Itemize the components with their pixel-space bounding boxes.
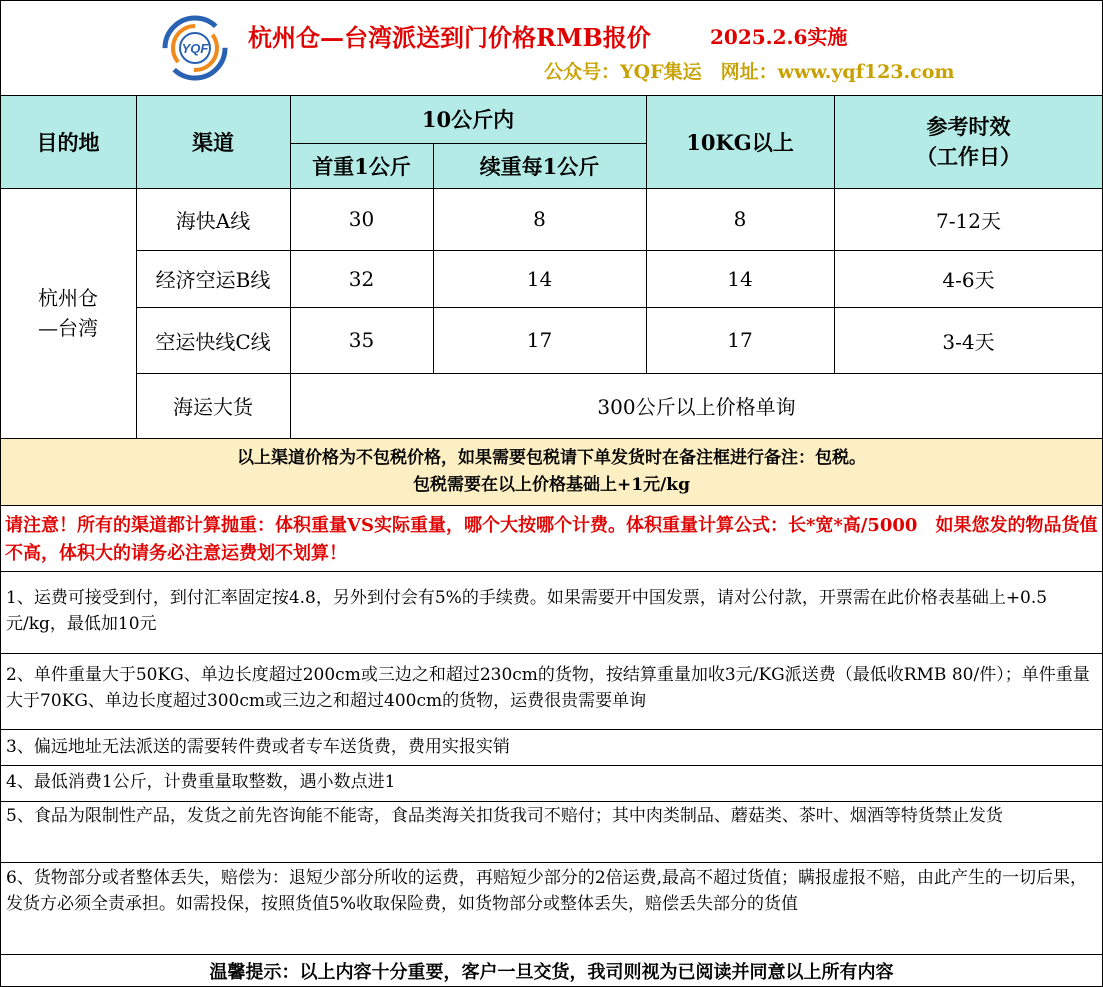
yqf-logo xyxy=(160,13,230,83)
grid-line xyxy=(0,505,1103,506)
grid-line xyxy=(0,729,1103,730)
grid-line xyxy=(0,653,1103,654)
sea-freight-channel: 海运大货 xyxy=(173,395,253,419)
row-c-eta: 3-4天 xyxy=(942,329,995,354)
grid-line xyxy=(0,95,1103,96)
grid-line xyxy=(0,0,1,987)
row-b-additional: 14 xyxy=(526,266,553,291)
note-item: 3、偏远地址无法派送的需要转件费或者专车送货费，费用实报实销 xyxy=(6,737,510,757)
footer-reminder: 温馨提示：以上内容十分重要，客户一旦交货，我司则视为已阅读并同意以上所有内容 xyxy=(209,961,894,983)
col-destination: 目的地 xyxy=(36,129,100,155)
grid-line xyxy=(136,373,1103,374)
col-over-10kg: 10KG以上 xyxy=(686,129,794,155)
row-b-over10: 14 xyxy=(727,266,753,291)
grid-line xyxy=(0,188,1103,189)
col-additional-kg: 续重每1公斤 xyxy=(479,153,600,179)
tax-note xyxy=(0,438,1103,505)
note-item: 4、最低消费1公斤，计费重量取整数，遇小数点进1 xyxy=(6,772,396,792)
col-eta-line2: （工作日） xyxy=(916,143,1021,169)
note-item: 2、单件重量大于50KG、单边长度超过200cm或三边之和超过230cm的货物，按结算重量加收3元/KG派送费（最低收RMB 80/件）；单件重量大于70KG、单边长度超过300cm或三边之和超过400cm的货物，运费很贵需要单询 xyxy=(6,665,1090,711)
row-a-additional: 8 xyxy=(533,207,546,231)
row-a-first: 30 xyxy=(348,207,375,231)
row-a-eta: 7-12天 xyxy=(936,208,1001,233)
grid-line xyxy=(834,95,835,373)
logo-text: YQF xyxy=(181,41,209,56)
row-c-additional: 17 xyxy=(526,328,553,352)
row-a-over10: 8 xyxy=(733,207,747,231)
row-c-first: 35 xyxy=(348,328,375,352)
sea-freight-note: 300公斤以上价格单询 xyxy=(597,395,796,419)
note-item: 5、食品为限制性产品，发货之前先咨询能不能寄，食品类海关扣货我司不赔付；其中肉类制品、蘑菇类、茶叶、烟酒等特货禁止发货 xyxy=(6,806,1003,826)
effective-date: 2025.2.6实施 xyxy=(710,25,848,49)
grid-line xyxy=(136,95,137,438)
col-eta xyxy=(834,95,1103,188)
row-b-channel: 经济空运B线 xyxy=(155,268,271,292)
row-b-first: 32 xyxy=(348,266,375,291)
note-item: 6、货物部分或者整体丢失，赔偿为：退短少部分所收的运费，再赔短少部分的2倍运费,最高不超过货值；瞒报虚报不赔，由此产生的一切后果，发货方必须全责承担。如需投保，按照货值5%收取保险费，如货物部分或整体丢失，赔偿丢失部分的货值 xyxy=(6,868,1088,914)
col-first-kg: 首重1公斤 xyxy=(312,153,411,179)
destination-line1: 杭州仓 xyxy=(38,286,98,310)
row-b-eta: 4-6天 xyxy=(942,268,995,292)
grid-line xyxy=(136,250,1103,251)
grid-line xyxy=(136,307,1103,308)
destination-cell xyxy=(0,188,136,438)
subtitle: 公众号：YQF集运 网址：www.yqf123.com xyxy=(544,61,955,83)
grid-line xyxy=(0,801,1103,802)
grid-line xyxy=(290,95,291,438)
col-within-10kg: 10公斤内 xyxy=(421,107,515,132)
page-title: 杭州仓—台湾派送到门价格RMB报价 xyxy=(248,23,651,52)
grid-line xyxy=(0,0,1103,1)
note-item: 1、运费可接受到付，到付汇率固定按4.8，另外到付会有5%的手续费。如果需要开中国发票，请对公付款，开票需在此价格表基础上+0.5元/kg，最低加10元 xyxy=(6,588,1048,634)
title-banner xyxy=(0,0,1103,95)
grid-line xyxy=(290,143,646,144)
grid-line xyxy=(0,765,1103,766)
grid-line xyxy=(0,954,1103,955)
row-c-over10: 17 xyxy=(727,328,753,352)
tax-note-line2: 包税需要在以上价格基础上+1元/kg xyxy=(413,474,690,495)
grid-line xyxy=(433,143,434,373)
grid-line xyxy=(0,438,1103,439)
row-a-channel: 海快A线 xyxy=(175,208,251,233)
destination-line2: —台湾 xyxy=(38,316,98,340)
grid-line xyxy=(0,862,1103,863)
row-c-channel: 空运快线C线 xyxy=(155,329,271,354)
grid-line xyxy=(0,571,1103,572)
col-channel: 渠道 xyxy=(192,129,234,155)
col-eta-line1: 参考时效 xyxy=(926,113,1011,139)
volumetric-warning: 请注意！所有的渠道都计算抛重：体积重量VS实际重量，哪个大按哪个计费。体积重量计算公式：长*宽*高/5000 如果您发的物品货值不高，体积大的请务必注意运费划不划算！ xyxy=(5,515,1098,564)
grid-line xyxy=(646,95,647,373)
tax-note-line1: 以上渠道价格为不包税价格，如果需要包税请下单发货时在备注框进行备注：包税。 xyxy=(237,447,866,468)
